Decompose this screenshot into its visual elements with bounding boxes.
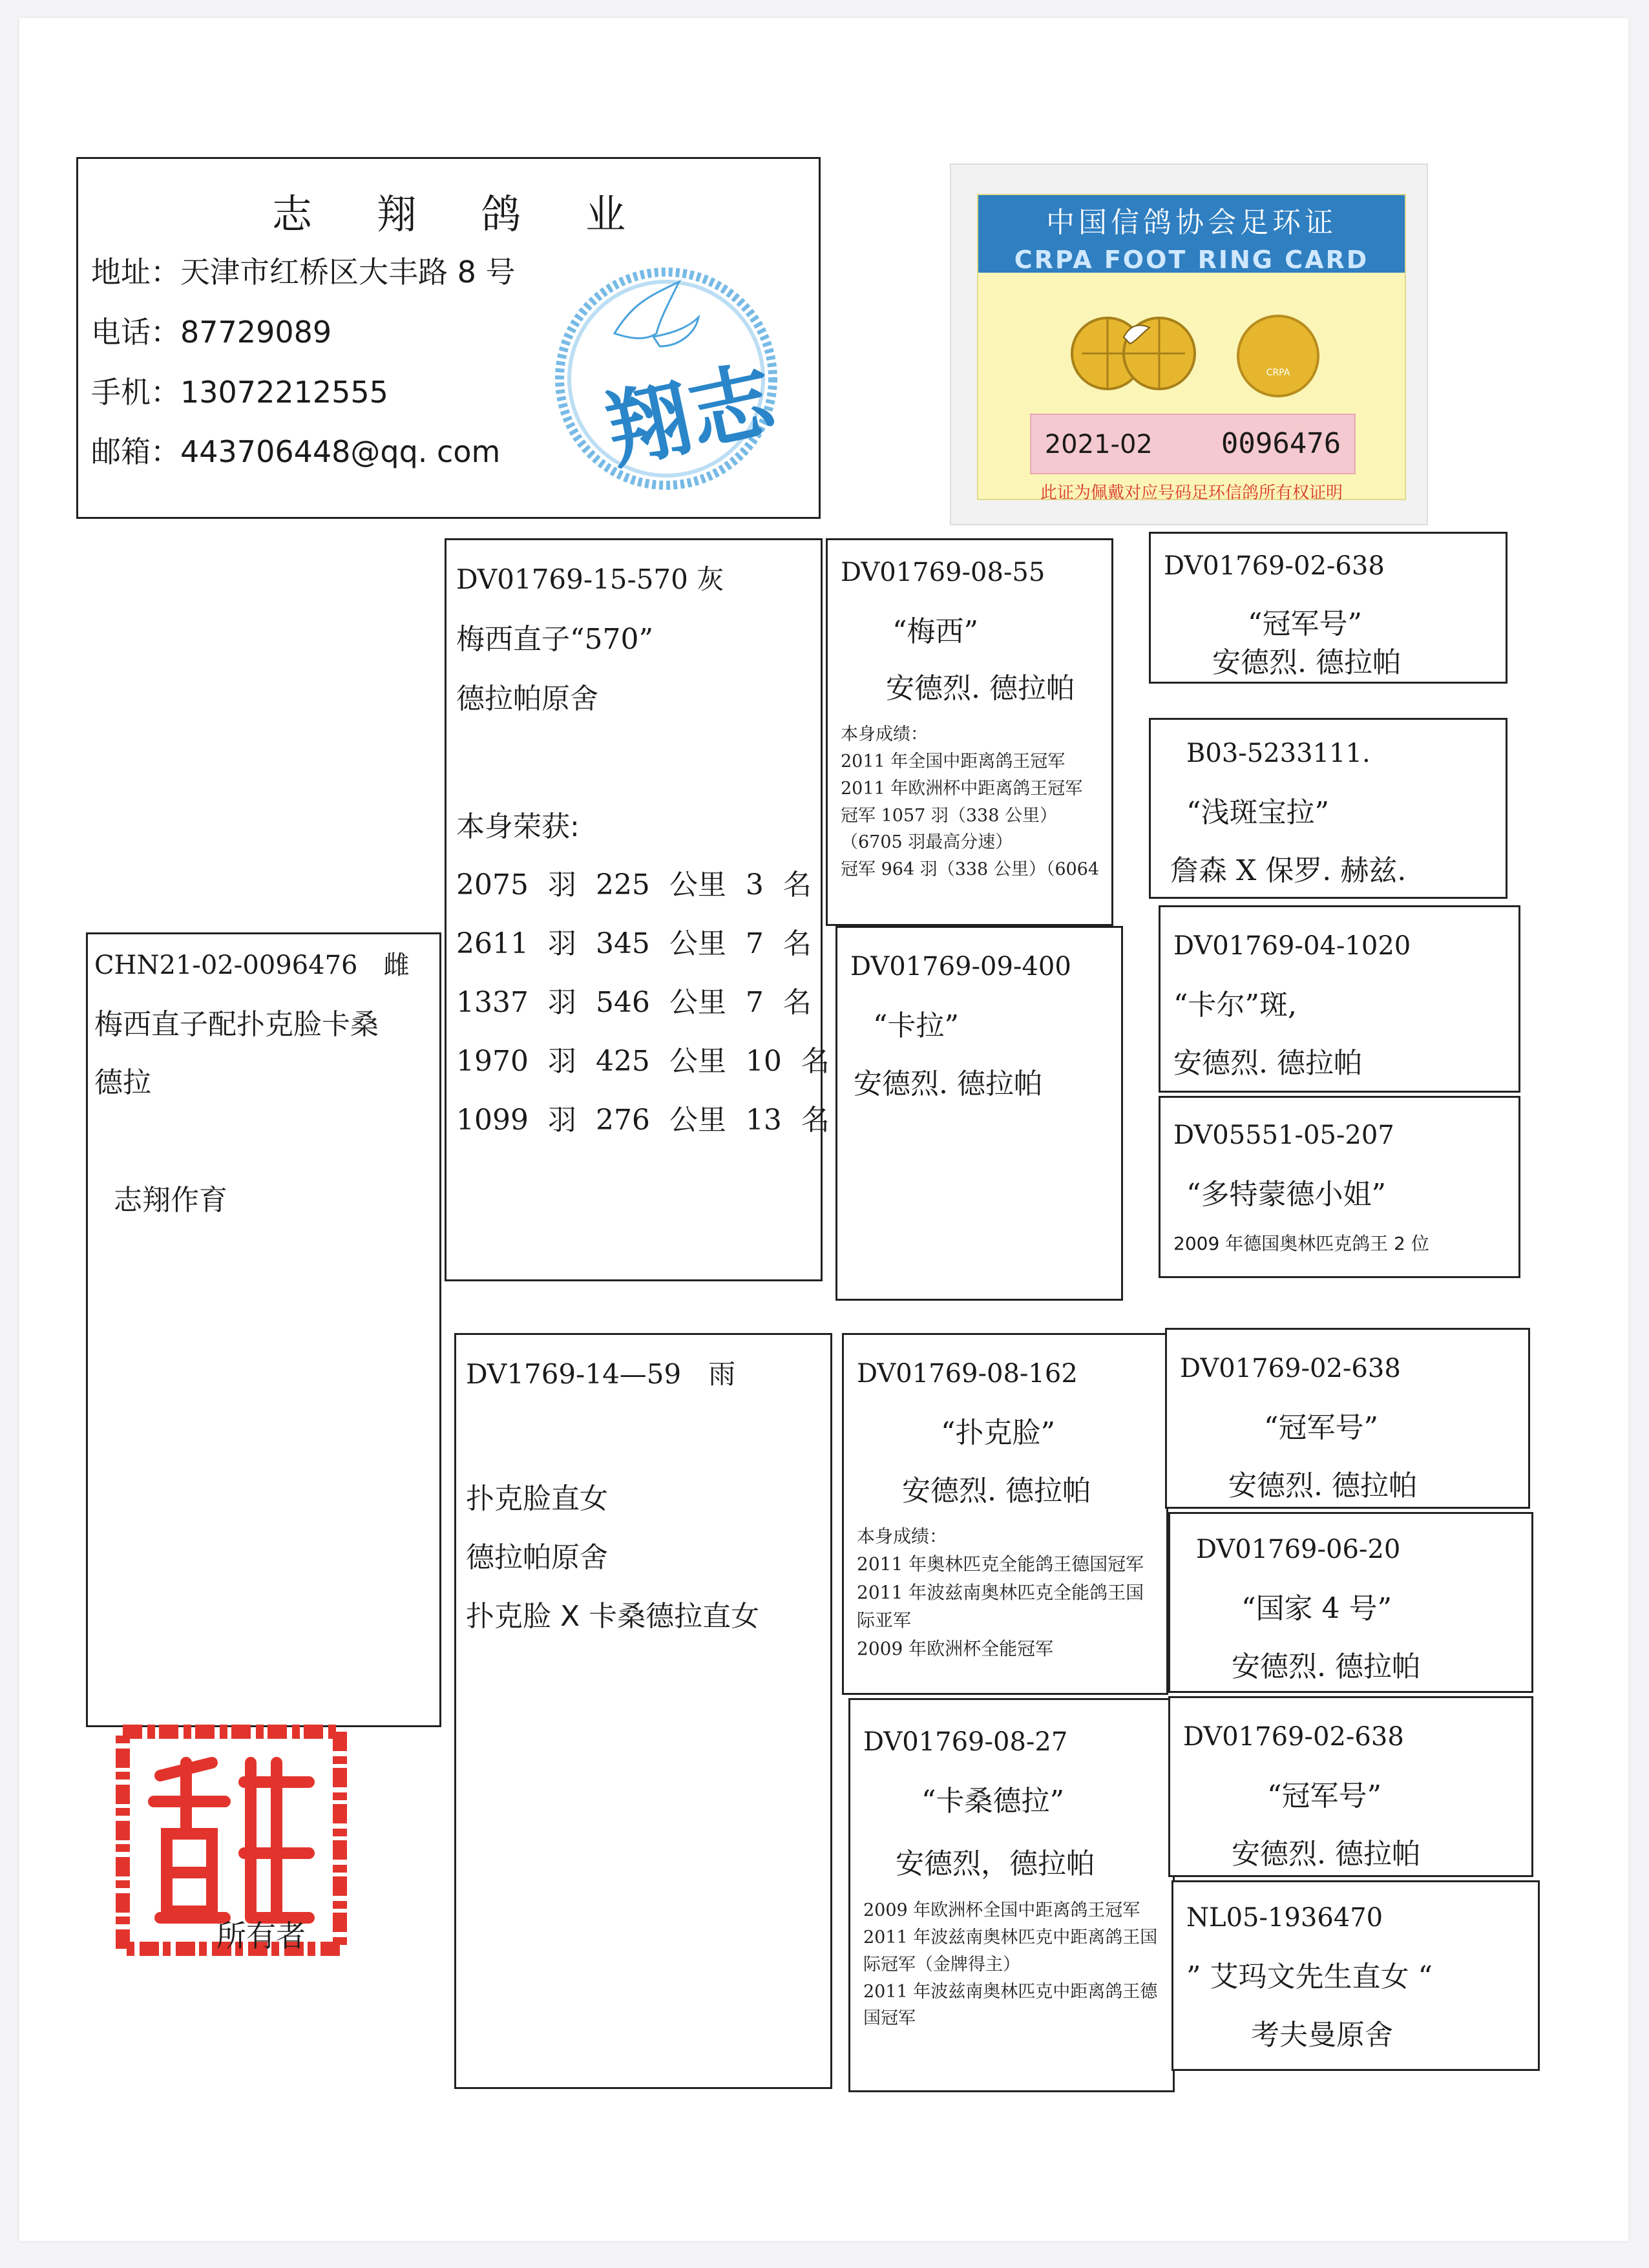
sire-sire-box bbox=[826, 538, 1113, 926]
ss-results: 本身成绩： 2011 年全国中距离鸽王冠军 2011 年欧洲杯中距离鸽王冠军 冠军 1057 羽（338 公里）（6705 羽最高分速） 冠军 964 羽（338 公里）（6064 bbox=[841, 724, 1100, 880]
subject-pigeon-box bbox=[86, 932, 441, 1727]
phone: 电话：87729089 bbox=[91, 315, 332, 350]
mobile: 手机：13072212555 bbox=[91, 375, 388, 410]
sdd-box bbox=[1159, 1096, 1520, 1278]
ring-card-title-cn: 中国信鸽协会足环证 bbox=[1046, 206, 1337, 239]
crpa-logo bbox=[1237, 315, 1319, 397]
subject-desc-1: 梅西直子配扑克脸卡桑 bbox=[94, 1008, 379, 1041]
dam-loft: 德拉帕原舍 bbox=[466, 1541, 608, 1574]
sss-name: “冠军号” bbox=[1248, 607, 1362, 640]
sd-owner: 安德烈. 德拉帕 bbox=[854, 1067, 1042, 1100]
dd-owner: 安德烈，德拉帕 bbox=[896, 1847, 1095, 1880]
sire-name: 梅西直子“570” bbox=[456, 623, 653, 656]
dds-owner: 安德烈. 德拉帕 bbox=[1232, 1838, 1420, 1871]
sd-name: “卡拉” bbox=[873, 1009, 959, 1042]
dd-ring: DV01769-08-27 bbox=[863, 1727, 1068, 1757]
dss-owner: 安德烈. 德拉帕 bbox=[1228, 1469, 1417, 1502]
sire-honor-4: 1970 羽 425 公里 10 名 bbox=[456, 1045, 830, 1078]
crpa-logo-caption: CRPA bbox=[1266, 368, 1290, 378]
ddd-name: ” 艾玛文先生直女 “ bbox=[1186, 1960, 1433, 1993]
sire-honor-3: 1337 羽 546 公里 7 名 bbox=[456, 986, 812, 1019]
sire-ring: DV01769-15-570 灰 bbox=[456, 563, 724, 595]
ring-card-note: 此证为佩戴对应号码足环信鸽所有权证明 bbox=[1040, 483, 1343, 503]
dsd-owner: 安德烈. 德拉帕 bbox=[1232, 1650, 1420, 1683]
sdd-note: 2009 年德国奥林匹克鸽王 2 位 bbox=[1173, 1233, 1429, 1254]
logo-text: 翔志 bbox=[598, 350, 783, 481]
dam-ring: DV1769-14—59 雨 bbox=[466, 1358, 736, 1390]
ss-name: “梅西” bbox=[892, 615, 978, 648]
pedigree-sheet bbox=[19, 18, 1628, 2241]
dsd-ring: DV01769-06-20 bbox=[1196, 1535, 1401, 1564]
ring-card-inner bbox=[977, 194, 1406, 503]
ds-results: 本身成绩： 2011 年奥林匹克全能鸽王德国冠军 2011 年波兹南奥林匹克全能鸽王国际亚军 2009 年欧洲杯全能冠军 bbox=[857, 1526, 1144, 1659]
dsd-box bbox=[1168, 1512, 1533, 1693]
dsd-name: “国家 4 号” bbox=[1241, 1592, 1392, 1625]
ds-ring: DV01769-08-162 bbox=[857, 1359, 1078, 1389]
sds-ring: DV01769-04-1020 bbox=[1173, 931, 1411, 961]
dds-name: “冠军号” bbox=[1267, 1780, 1381, 1812]
subject-breeder: 志翔作育 bbox=[114, 1184, 227, 1217]
ssd-ring: B03-5233111. bbox=[1186, 739, 1371, 768]
dam-parents: 扑克脸 X 卡桑德拉直女 bbox=[466, 1600, 760, 1633]
sire-loft: 德拉帕原舍 bbox=[456, 682, 598, 715]
sire-honor-1: 2075 羽 225 公里 3 名 bbox=[456, 868, 812, 901]
sds-name: “卡尔”斑, bbox=[1173, 989, 1297, 1022]
sire-honors-title: 本身荣获: bbox=[456, 810, 580, 843]
ddd-box bbox=[1171, 1880, 1540, 2071]
sdd-ring: DV05551-05-207 bbox=[1173, 1120, 1394, 1150]
sd-ring: DV01769-09-400 bbox=[850, 952, 1071, 982]
sss-box bbox=[1149, 532, 1507, 684]
subject-desc-2: 德拉 bbox=[94, 1066, 151, 1099]
owner-label: 所有者 bbox=[216, 1918, 306, 1953]
sdd-name: “多特蒙德小姐” bbox=[1186, 1178, 1386, 1211]
sds-owner: 安德烈. 德拉帕 bbox=[1173, 1047, 1362, 1080]
ring-number bbox=[1030, 414, 1356, 474]
ds-name: “扑克脸” bbox=[941, 1416, 1055, 1449]
dam-sire-box bbox=[842, 1333, 1168, 1695]
ring-card-header bbox=[978, 195, 1405, 273]
sire-box bbox=[445, 538, 830, 1281]
sire-dam-box bbox=[835, 926, 1123, 1301]
ddd-owner: 考夫曼原舍 bbox=[1251, 2019, 1393, 2052]
dss-name: “冠军号” bbox=[1264, 1411, 1378, 1444]
ss-ring: DV01769-08-55 bbox=[841, 558, 1045, 587]
dam-dam-box bbox=[848, 1698, 1175, 2092]
sire-honor-5: 1099 羽 276 公里 13 名 bbox=[456, 1104, 830, 1137]
dds-ring: DV01769-02-638 bbox=[1183, 1722, 1404, 1752]
email: 邮箱：443706448@qq. com bbox=[91, 434, 501, 469]
sire-honor-2: 2611 羽 345 公里 7 名 bbox=[456, 927, 812, 960]
dd-results: 2009 年欧洲杯全国中距离鸽王冠军 2011 年波兹南奥林匹克中距离鸽王国际冠军（金牌得主） 2011 年波兹南奥林匹克中距离鸽王德国冠军 bbox=[863, 1900, 1158, 2029]
dss-box bbox=[1165, 1328, 1530, 1509]
sss-ring: DV01769-02-638 bbox=[1164, 551, 1385, 581]
dam-box bbox=[454, 1333, 832, 2089]
ss-owner: 安德烈. 德拉帕 bbox=[886, 672, 1075, 705]
foot-ring-card bbox=[950, 163, 1428, 525]
ds-owner: 安德烈. 德拉帕 bbox=[902, 1475, 1091, 1507]
dd-name: “卡桑德拉” bbox=[921, 1785, 1064, 1818]
subject-ring: CHN21-02-0096476 雌 bbox=[94, 950, 410, 980]
company-name: 志 翔 鸽 业 bbox=[272, 191, 652, 238]
dds-box bbox=[1168, 1696, 1533, 1877]
address: 地址：天津市红桥区大丰路 8 号 bbox=[91, 255, 516, 289]
ddd-ring: NL05-1936470 bbox=[1186, 1903, 1383, 1933]
business-card bbox=[76, 157, 821, 519]
company-logo bbox=[543, 256, 789, 501]
ring-card-title-en: CRPA FOOT RING CARD bbox=[1014, 246, 1369, 274]
dss-ring: DV01769-02-638 bbox=[1180, 1354, 1401, 1383]
ssd-box bbox=[1149, 718, 1507, 899]
ring-serial: 0096476 bbox=[1221, 427, 1341, 460]
ssd-name: “浅斑宝拉” bbox=[1186, 796, 1329, 829]
globe-pigeon-emblem bbox=[1069, 305, 1198, 395]
dam-name: 扑克脸直女 bbox=[466, 1482, 608, 1515]
ring-year: 2021-02 bbox=[1044, 430, 1153, 459]
ssd-owner: 詹森 X 保罗. 赫兹. bbox=[1170, 854, 1407, 887]
sss-owner: 安德烈. 德拉帕 bbox=[1212, 646, 1401, 679]
sds-box bbox=[1159, 905, 1520, 1093]
